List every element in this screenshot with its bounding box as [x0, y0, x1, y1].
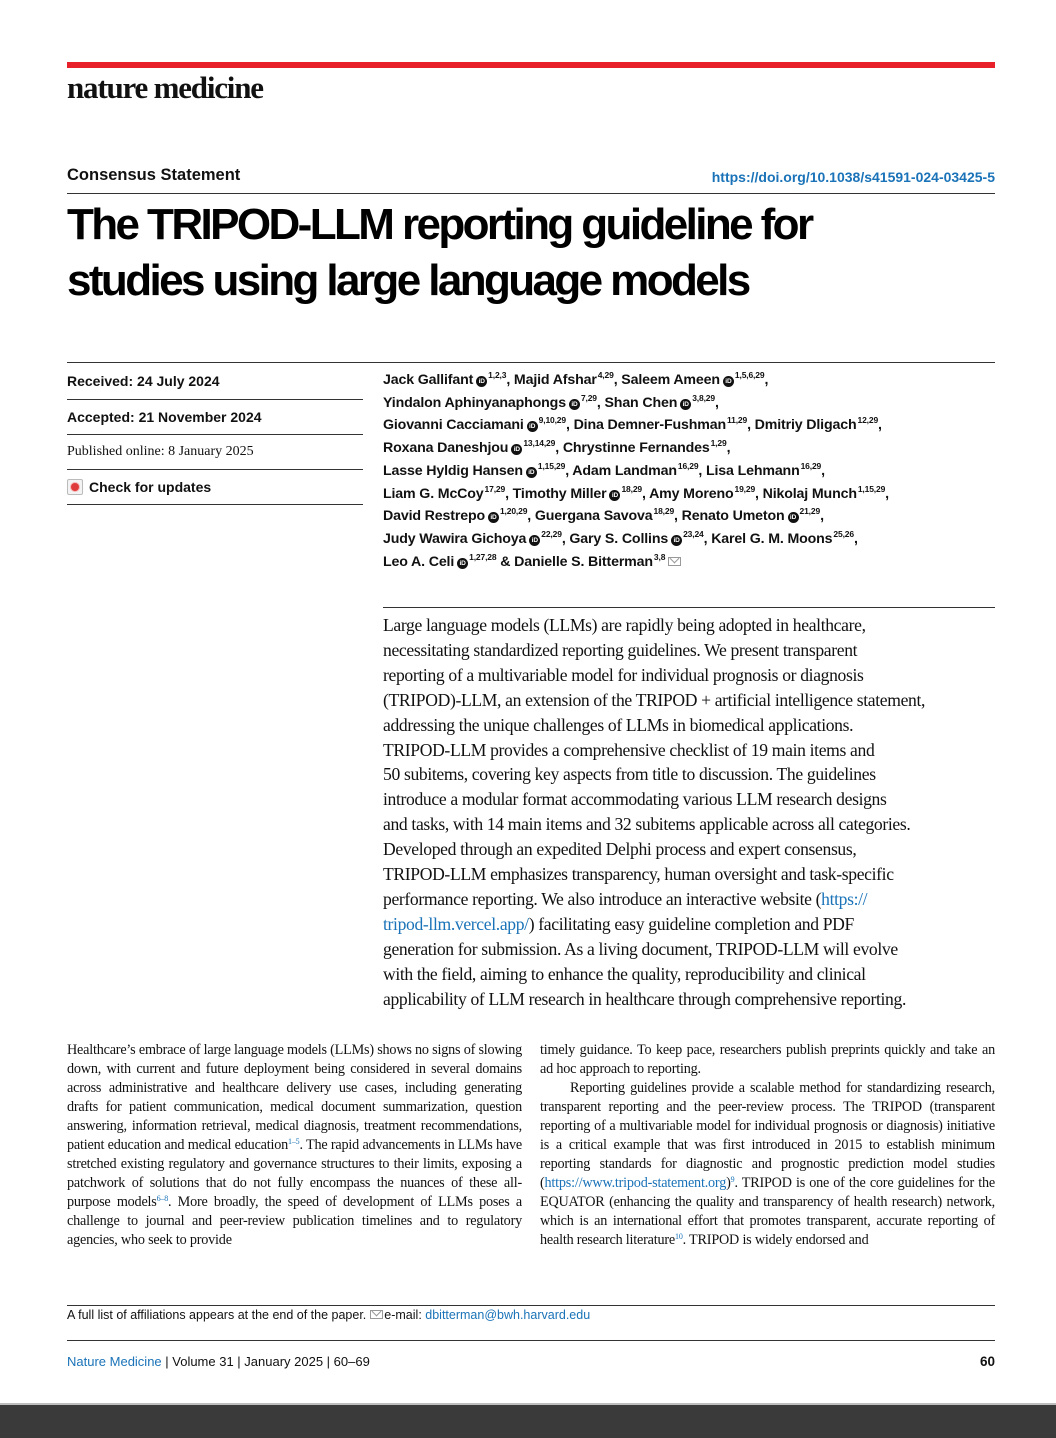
orcid-icon[interactable]: iD [680, 399, 691, 410]
author-name[interactable]: Adam Landman$^{16,29}$ [572, 460, 699, 479]
author-name[interactable]: Guergana Savova$^{18,29}$ [534, 506, 675, 525]
abstract-text-end: generation for submission. As a living document, TRIPOD-LLM will evolve with the field, aiming to enhance the quality, reproducibility and clinical applicability of LLM research in healthcare through comprehensive reporting. [383, 938, 906, 1009]
author-list: Jack Gallifant iD$^{1,2,3}$, Majid Afshar$^{4,29}$, Saleem Ameen iD$^{1,5,6,29}$, Yindalon Aphinyanaphongs iD$^{7,29}$, Shan Chen iD$^{3,8,29}$, Giovanni Cacciamani iD$^{9,10,29}$, Dina Demner-Fushman$^{11,29}$, Dmitriy Dligach$^{12,29}$, Roxana Daneshjou iD$^{13,14,29}$, Chrystinne Fernandes$^{1,29}$, Lasse Hyldig Hansen iD$^{1,15,29}$, Adam Landman$^{16,29}$, Lisa Lehmann$^{16,29}$, Liam G. McCoy$^{17,29}$, Timothy Miller iD$^{18,29}$, Amy Moreno$^{19,29}$, Nikolaj Munch$^{1,15,29}$, David Restrepo iD$^{1,20,29}$, Guergana Savova$^{18,29}$, Renato Umeton iD$^{21,29}$, Judy Wawira Gichoya iD$^{22,29}$, Gary S. Collins iD$^{23,24}$, Karel G. M. Moons$^{25,26}$, Leo A. Celi iD$^{1,27,28}$ & Danielle S. Bitterman$^{3,8}$ [383, 370, 889, 570]
check-for-updates-button[interactable] [67, 470, 363, 505]
affiliation-superscript: 19,29 [734, 483, 756, 494]
journal-red-rule [67, 62, 995, 68]
orcid-icon[interactable]: iD [526, 467, 537, 478]
affiliation-superscript: 11,29 [727, 415, 748, 426]
article-dates [67, 362, 363, 505]
accepted-date: Accepted: 21 November 2024 [67, 400, 363, 435]
journal-citation [67, 1354, 370, 1369]
reference-citation[interactable]: 6–8 [156, 1194, 169, 1203]
affiliation-rule [67, 1305, 995, 1306]
body-paragraph: timely guidance. To keep pace, researchers publish preprints quickly and take an ad hoc approach to reporting. [540, 1042, 995, 1077]
orcid-icon[interactable]: iD [723, 376, 734, 387]
affiliation-superscript: 12,29 [857, 415, 879, 426]
affiliation-superscript: 1,20,29 [499, 506, 528, 517]
orcid-icon[interactable]: iD [511, 444, 522, 455]
journal-name: Nature Medicine [67, 1354, 162, 1369]
affiliation-superscript: 3,8 [653, 551, 666, 562]
affiliation-superscript: 17,29 [484, 483, 506, 494]
check-updates-label: Check for updates [89, 479, 212, 495]
mail-icon [370, 1310, 383, 1319]
doi-link[interactable]: https://doi.org/10.1038/s41591-024-03425-5 [711, 169, 995, 185]
email-link[interactable]: dbitterman@bwh.harvard.edu [425, 1308, 591, 1322]
published-date: Published online: 8 January 2025 [67, 435, 363, 470]
reference-citation[interactable]: 10 [675, 1232, 683, 1241]
author-name[interactable]: Giovanni Cacciamani iD$^{9,10,29}$ [383, 415, 566, 434]
title-line-2: studies using large language models [67, 256, 749, 305]
abstract-top-rule [383, 607, 995, 608]
orcid-icon[interactable]: iD [488, 512, 499, 523]
orcid-icon[interactable]: iD [476, 376, 487, 387]
affiliation-superscript: 25,26 [833, 528, 854, 539]
affiliation-superscript: 13,14,29 [523, 438, 556, 449]
body-paragraph: Reporting guidelines provide a scalable method for standardizing research, transparent reporting and the peer-review process. The TRIPOD (transparent reporting of a multivariable model for individual prognosis or diagnosis) initiative is a critical example that was first introduced in 2015 to establish minimum reporting standards for diagnostic and prognostic prediction model studies (https://www.tripod-statement.org)$^9$. TRIPOD is one of the core guidelines for the EQUATOR (enhancing the quality and transparency of health research) network, which is an international effort that promotes transparent, accurate reporting of health research literature$^{10}$. TRIPOD is widely endorsed and [540, 1080, 995, 1248]
affiliation-superscript: 9,10,29 [538, 415, 566, 426]
author-name[interactable]: David Restrepo iD$^{1,20,29}$ [383, 506, 528, 525]
title-line-1: The TRIPOD-LLM reporting guideline for [67, 200, 812, 249]
author-name[interactable]: Judy Wawira Gichoya iD$^{22,29}$ [383, 528, 562, 547]
author-name[interactable]: Dina Demner-Fushman$^{11,29}$ [573, 415, 748, 434]
affiliation-superscript: 1,2,3 [488, 370, 507, 380]
orcid-icon[interactable]: iD [457, 558, 468, 569]
affiliation-superscript: 3,8,29 [692, 392, 715, 403]
body-column-left [67, 1041, 522, 1250]
author-name[interactable]: Jack Gallifant iD$^{1,2,3}$ [383, 370, 507, 388]
author-name[interactable]: Amy Moreno$^{19,29}$ [649, 483, 756, 502]
affiliation-superscript: 7,29 [580, 392, 597, 403]
author-name[interactable]: Yindalon Aphinyanaphongs iD$^{7,29}$ [383, 392, 597, 411]
abstract-text: Large language models (LLMs) are rapidly being adopted in healthcare, necessitating standardized reporting guidelines. We present transparent reporting of a multivariable model for individual prognosis or diagnosis (TRIPOD)-LLM, an extension of the TRIPOD + artificial intelligence statement, addressing the unique challenges of LLMs in biomedical applications. TRIPOD-LLM provides a comprehensive checklist of 19 main items and 50 subitems, covering key aspects from title to discussion. The guidelines introduce a modular format accommodating various LLM research designs and tasks, with 14 main items and 32 subitems applicable across all categories. Developed through an expedited Delphi process and expert consensus, TRIPOD-LLM emphasizes transparency, human oversight and task-specific performance reporting. We also introduce an interactive website ( [383, 615, 926, 909]
affiliation-superscript: 18,29 [653, 506, 675, 517]
author-name[interactable]: Lasse Hyldig Hansen iD$^{1,15,29}$ [383, 460, 566, 479]
article-type: Consensus Statement [67, 166, 241, 184]
orcid-icon[interactable]: iD [527, 421, 538, 432]
article-title [67, 197, 1002, 309]
abstract [383, 613, 995, 1012]
author-name[interactable]: Roxana Daneshjou iD$^{13,14,29}$ [383, 438, 556, 457]
issue-info: | Volume 31 | January 2025 | 60–69 [161, 1354, 370, 1369]
footer-rule [67, 1340, 995, 1341]
orcid-icon[interactable]: iD [671, 535, 682, 546]
affiliation-superscript: 16,29 [800, 460, 822, 471]
reference-citation[interactable]: 9 [730, 1175, 735, 1184]
journal-brand: nature medicine [67, 70, 263, 105]
received-date: Received: 24 July 2024 [67, 362, 363, 400]
author-name[interactable]: Timothy Miller iD$^{18,29}$ [512, 483, 643, 502]
affiliation-superscript: 1,5,6,29 [734, 370, 765, 380]
affiliation-superscript: 1,27,28 [469, 551, 497, 562]
author-name[interactable]: Shan Chen iD$^{3,8,29}$ [604, 392, 715, 411]
author-name[interactable]: Lisa Lehmann$^{16,29}$ [706, 460, 822, 479]
title-top-rule [67, 193, 995, 194]
affiliation-superscript: 16,29 [677, 460, 699, 471]
affiliation-superscript: 1,15,29 [857, 483, 886, 494]
author-name[interactable]: Karel G. M. Moons$^{25,26}$ [711, 528, 854, 547]
affiliation-note: A full list of affiliations appears at the end of the paper. e-mail: dbitterman@bwh.harvard.edu [67, 1308, 591, 1322]
orcid-icon[interactable]: iD [529, 535, 540, 546]
tripod-statement-link[interactable]: https://www.tripod-statement.org [544, 1175, 727, 1191]
author-name[interactable]: Renato Umeton iD$^{21,29}$ [681, 506, 821, 525]
author-name[interactable]: Nikolaj Munch$^{1,15,29}$ [762, 483, 886, 502]
author-name[interactable]: Danielle S. Bitterman$^{3,8}$ [514, 554, 681, 570]
author-name[interactable]: Gary S. Collins iD$^{23,24}$ [569, 528, 704, 547]
intro-paragraph: Healthcare’s embrace of large language models (LLMs) shows no signs of slowing down, with current and future deployment being considered in several domains across administrative and healthcare delivery use cases, including generating drafts for patient communication, medical document summarization, question answering, information retrieval, medical diagnosis, treatment recommendations, patient education and medical education$^{1-5}$. The rapid advancements in LLMs have stretched existing regulatory and governance structures to their limits, exposing a patchwork of solutions that do not fully encompass the nuances of these all-purpose models$^{6-8}$. More broadly, the speed of development of LLMs poses a challenge to journal and peer-review publication timelines and to regulatory agencies, who seek to provide [67, 1042, 523, 1248]
author-name[interactable]: Majid Afshar$^{4,29}$ [513, 370, 614, 388]
affiliation-superscript: 4,29 [597, 370, 614, 380]
author-name[interactable]: Saleem Ameen iD$^{1,5,6,29}$ [621, 370, 765, 388]
affiliation-superscript: 1,29 [710, 438, 727, 449]
orcid-icon[interactable]: iD [609, 490, 620, 501]
affiliation-superscript: 21,29 [799, 506, 821, 517]
page-number: 60 [979, 1354, 995, 1369]
author-name[interactable]: Leo A. Celi iD$^{1,27,28}$ [383, 551, 497, 570]
viewer-bottom-bar [0, 1405, 1056, 1438]
reference-citation[interactable]: 1–5 [288, 1137, 300, 1146]
author-name[interactable]: Chrystinne Fernandes$^{1,29}$ [562, 438, 727, 457]
affiliation-superscript: 18,29 [621, 483, 643, 494]
author-name[interactable]: Dmitriy Dligach$^{12,29}$ [754, 415, 879, 434]
abstract-after-link: ) facilitating easy guideline completion and PDF [528, 913, 854, 934]
orcid-icon[interactable]: iD [788, 512, 799, 523]
orcid-icon[interactable]: iD [569, 399, 580, 410]
author-name[interactable]: Liam G. McCoy$^{17,29}$ [383, 483, 506, 502]
body-column-right [540, 1041, 995, 1250]
check-updates-icon [67, 479, 83, 495]
affiliation-superscript: 23,24 [683, 528, 704, 539]
website-link[interactable]: https:// tripod-llm.vercel.app/ [383, 888, 868, 934]
affiliation-superscript: 22,29 [541, 528, 562, 539]
corresponding-mail-icon[interactable] [668, 557, 681, 566]
affiliation-superscript: 1,15,29 [537, 460, 566, 471]
